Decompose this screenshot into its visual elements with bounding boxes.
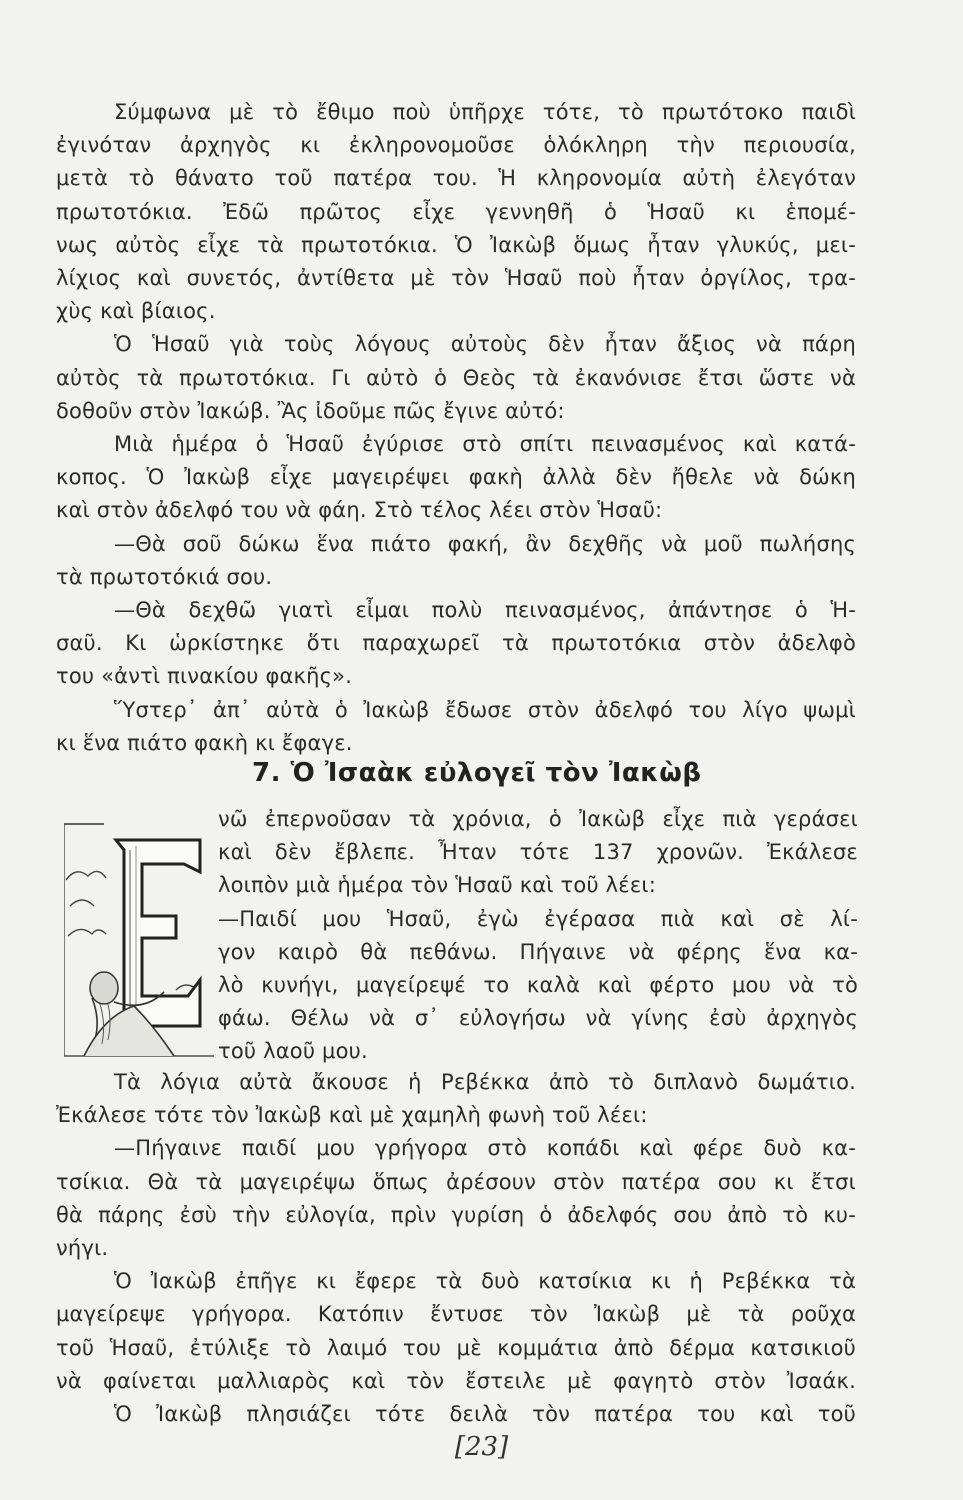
text-beside-dropcap — [218, 803, 858, 1069]
text-line: λοιπὸν μιὰ ἡμέρα τὸν Ἡσαῦ καὶ τοῦ λέει: — [218, 873, 656, 898]
text-line: Σύμφωνα μὲ τὸ ἔθιμο ποὺ ὑπῆρχε τότε, τὸ πρωτότοκο παιδὶ — [114, 100, 856, 124]
text-line: νως αὐτὸς εἶχε τὰ πρωτοτόκια. Ὁ Ἰακὼβ ὅμως ἦταν γλυκύς, μει- — [56, 232, 856, 257]
text-line: τὰ πρωτοτόκιά σου. — [56, 564, 273, 589]
text-line: —Θὰ δεχθῶ γιατὶ εἶμαι πολὺ πεινασμένος, ἀπάντησε ὁ Ἡ- — [114, 598, 856, 623]
text-line: νὰ φαίνεται μαλλιαρὸς καὶ τὸν ἔστειλε μὲ φαγητὸ στὸν Ἰσαάκ. — [56, 1368, 856, 1393]
text-line: Τὰ λόγια αὐτὰ ἄκουσε ἡ Ρεβέκκα ἀπὸ τὸ διπλανὸ δωμάτιο. — [114, 1070, 856, 1094]
text-line: φάω. Θέλω νὰ σ᾽ εὐλογήσω νὰ γίνης ἐσὺ ἀρχηγὸς — [218, 1006, 858, 1031]
text-line: πρωτοτόκια. Ἐδῶ πρῶτος εἶχε γεννηθῆ ὁ Ἡσαῦ κι ἑπομέ- — [56, 199, 856, 224]
text-line: τοῦ Ἡσαῦ, ἐτύλιξε τὸ λαιμό του μὲ κομμάτια ἀπὸ δέρμα κατσικιοῦ — [56, 1335, 856, 1360]
drop-cap-illustration — [64, 820, 214, 1066]
text-line: λὸ κυνήγι, μαγείρεψέ το καλὰ καὶ φέρτο μου νὰ τὸ — [218, 973, 858, 998]
text-line: νῶ ἐπερνοῦσαν τὰ χρόνια, ὁ Ἰακὼβ εἶχε πιὰ γεράσει — [218, 807, 858, 831]
text-line: —Θὰ σοῦ δώκω ἕνα πιάτο φακή, ἂν δεχθῆς νὰ μοῦ πωλήσης — [114, 531, 856, 556]
text-line: Ὁ Ἰακὼβ πλησιάζει τότε δειλὰ τὸν πατέρα του καὶ τοῦ — [114, 1402, 856, 1427]
text-line: του «ἀντὶ πινακίου φακῆς». — [56, 664, 353, 689]
text-line: κοπος. Ὁ Ἰακὼβ εἶχε μαγειρέψει φακὴ ἀλλὰ δὲν ἤθελε νὰ δώκη — [56, 465, 856, 490]
text-line: κι ἕνα πιάτο φακὴ κι ἔφαγε. — [56, 730, 353, 755]
text-line: Μιὰ ἡμέρα ὁ Ἡσαῦ ἐγύρισε στὸ σπίτι πεινασμένος καὶ κατά- — [114, 432, 856, 457]
text-top — [56, 96, 856, 760]
text-line: σαῦ. Κι ὡρκίστηκε ὅτι παραχωρεῖ τὰ πρωτοτόκια στὸν ἀδελφὸ — [56, 631, 856, 656]
text-line: καὶ δὲν ἔβλεπε. Ἦταν τότε 137 χρονῶν. Ἐκάλεσε — [218, 840, 858, 865]
drop-cap-svg — [64, 820, 214, 1066]
text-line: Ὁ Ἡσαῦ γιὰ τοὺς λόγους αὐτοὺς δὲν ἦταν ἄξιος νὰ πάρη — [114, 332, 856, 357]
text-line: δοθοῦν στὸν Ἰακώβ. Ἂς ἰδοῦμε πῶς ἔγινε αὐτό: — [56, 398, 565, 423]
text-line: τσίκια. Θὰ τὰ μαγειρέψω ὅπως ἀρέσουν στὸν πατέρα σου κι ἔτσι — [56, 1169, 856, 1194]
page-number: [23] — [454, 1432, 509, 1462]
text-line: μετὰ τὸ θάνατο τοῦ πατέρα του. Ἡ κληρονομία αὐτὴ ἐλεγόταν — [56, 166, 856, 191]
text-line: μαγείρεψε γρήγορα. Κατόπιν ἔντυσε τὸν Ἰακὼβ μὲ τὰ ροῦχα — [56, 1302, 856, 1327]
text-line: τοῦ λαοῦ μου. — [218, 1039, 368, 1064]
section-heading: 7. Ὁ Ἰσαὰκ εὐλογεῖ τὸν Ἰακὼβ — [252, 758, 702, 788]
text-line: νήγι. — [56, 1236, 109, 1261]
text-line: λίχιος καὶ συνετός, ἀντίθετα μὲ τὸν Ἡσαῦ ποὺ ἦταν ὀργίλος, τρα- — [56, 266, 856, 291]
text-line: χὺς καὶ βίαιος. — [56, 299, 216, 324]
text-bottom — [56, 1066, 856, 1431]
text-line: Ὁ Ἰακὼβ ἐπῆγε κι ἔφερε τὰ δυὸ κατσίκια κι ἡ Ρεβέκκα τὰ — [114, 1269, 856, 1294]
text-line: καὶ στὸν ἀδελφό του νὰ φάη. Στὸ τέλος λέει στὸν Ἡσαῦ: — [56, 498, 663, 523]
text-line: γον καιρὸ θὰ πεθάνω. Πήγαινε νὰ φέρης ἕνα κα- — [218, 939, 858, 964]
text-line: —Πήγαινε παιδί μου γρήγορα στὸ κοπάδι καὶ φέρε δυὸ κα- — [114, 1136, 856, 1161]
text-line: Ὕστερ᾽ ἀπ᾽ αὐτὰ ὁ Ἰακὼβ ἔδωσε στὸν ἀδελφό του λίγο ψωμὶ — [114, 697, 856, 722]
text-line: αὐτὸς τὰ πρωτοτόκια. Γι αὐτὸ ὁ Θεὸς τὰ ἐκανόνισε ἔτσι ὥστε νὰ — [56, 365, 856, 390]
text-line: —Παιδί μου Ἡσαῦ, ἐγὼ ἐγέρασα πιὰ καὶ σὲ λί- — [218, 906, 858, 931]
text-line: θὰ πάρης ἐσὺ τὴν εὐλογία, πρὶν γυρίση ὁ ἀδελφός σου ἀπὸ τὸ κυ- — [56, 1202, 856, 1227]
text-line: ἐγινόταν ἀρχηγὸς κι ἐκληρονομοῦσε ὁλόκληρη τὴν περιουσία, — [56, 133, 856, 158]
text-line: Ἐκάλεσε τότε τὸν Ἰακὼβ καὶ μὲ χαμηλὴ φωνὴ τοῦ λέει: — [56, 1103, 648, 1128]
